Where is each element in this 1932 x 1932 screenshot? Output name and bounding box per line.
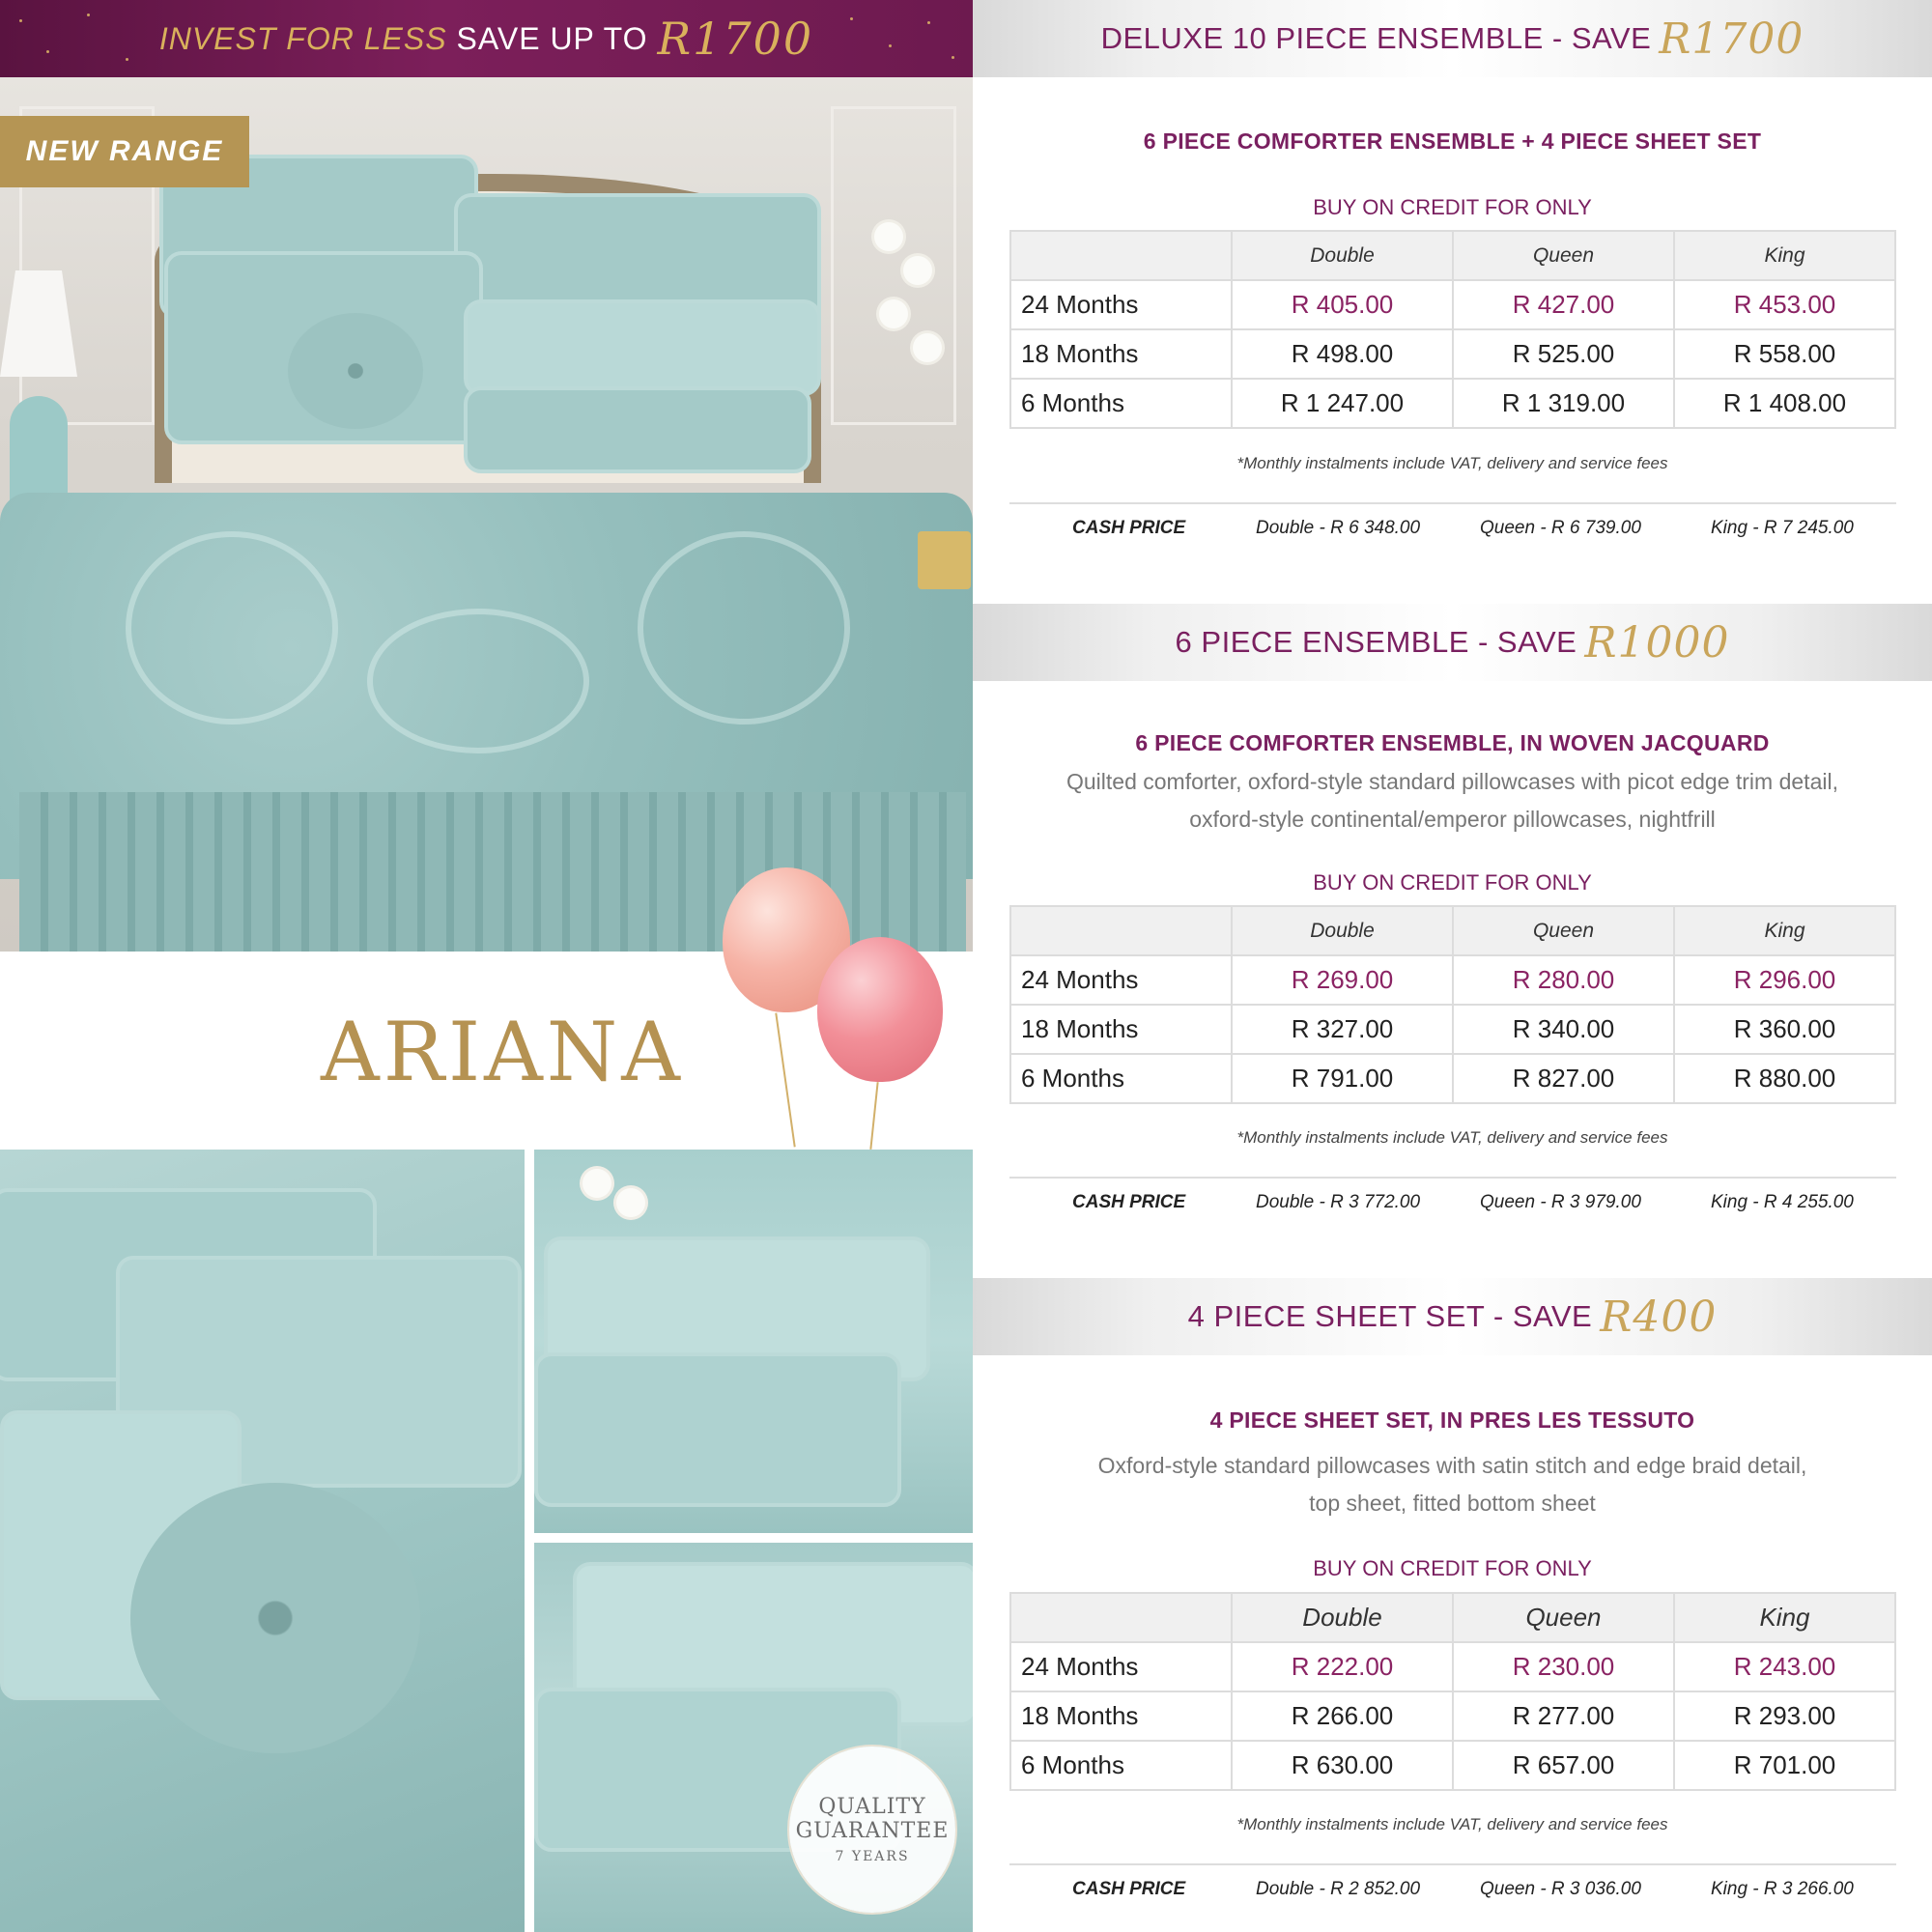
- price-cell: R 427.00: [1453, 280, 1674, 329]
- price-cell: R 243.00: [1674, 1642, 1895, 1691]
- price-cell: R 266.00: [1232, 1691, 1453, 1741]
- section-1-divider: [1009, 502, 1896, 504]
- table-header-row: [1010, 1593, 1895, 1642]
- cash-price-king: King - R 4 255.00: [1711, 1192, 1854, 1212]
- seal-line-3: 7 YEARS: [835, 1849, 910, 1864]
- price-cell: R 277.00: [1453, 1691, 1674, 1741]
- price-cell: R 360.00: [1674, 1005, 1895, 1054]
- section-3-description: [1011, 1447, 1893, 1522]
- seal-line-1: QUALITY: [818, 1795, 926, 1819]
- row-term: 24 Months: [1010, 280, 1232, 329]
- column-header-double: Double: [1232, 1593, 1453, 1642]
- section-3-credit-label: BUY ON CREDIT FOR ONLY: [1313, 1556, 1592, 1580]
- round-cushion: [288, 313, 423, 429]
- cash-price-label: CASH PRICE: [1072, 1192, 1186, 1212]
- column-header-king: King: [1674, 1593, 1895, 1642]
- price-cell: R 558.00: [1674, 329, 1895, 379]
- price-cell: R 405.00: [1232, 280, 1453, 329]
- row-term: 6 Months: [1010, 1054, 1232, 1103]
- price-cell: R 327.00: [1232, 1005, 1453, 1054]
- section-1-credit-label: BUY ON CREDIT FOR ONLY: [1313, 195, 1592, 219]
- new-range-badge: NEW RANGE: [0, 116, 249, 187]
- price-cell: R 230.00: [1453, 1642, 1674, 1691]
- row-term: 24 Months: [1010, 1642, 1232, 1691]
- section-3-save-amount: R400: [1600, 1292, 1718, 1342]
- section-2-cash-row: [1009, 1192, 1896, 1221]
- column-header-king: King: [1674, 906, 1895, 955]
- description-line: Oxford-style standard pillowcases with satin stitch and edge braid detail,: [1097, 1453, 1807, 1478]
- cash-price-double: Double - R 2 852.00: [1256, 1879, 1421, 1899]
- promo-banner-text: [159, 13, 813, 65]
- table-row: [1010, 1054, 1895, 1103]
- price-cell: R 1 319.00: [1453, 379, 1674, 428]
- cushion-closeup-photo: [0, 1150, 525, 1932]
- table-header-row: [1010, 231, 1895, 280]
- section-2-divider: [1009, 1177, 1896, 1179]
- section-1-price-table: [1009, 230, 1896, 429]
- cash-price-double: Double - R 3 772.00: [1256, 1192, 1421, 1212]
- price-cell: R 525.00: [1453, 329, 1674, 379]
- table-row: [1010, 1642, 1895, 1691]
- cash-price-label: CASH PRICE: [1072, 1879, 1186, 1899]
- row-term: 24 Months: [1010, 955, 1232, 1005]
- promo-banner: [0, 0, 973, 77]
- section-2-credit-label: BUY ON CREDIT FOR ONLY: [1313, 870, 1592, 895]
- price-cell: R 657.00: [1453, 1741, 1674, 1790]
- column-header-queen: Queen: [1453, 231, 1674, 280]
- balloon-pink: [817, 937, 943, 1082]
- column-header-queen: Queen: [1453, 1593, 1674, 1642]
- price-cell: R 293.00: [1674, 1691, 1895, 1741]
- brand-name: ARIANA: [321, 1005, 684, 1099]
- section-1-save-amount: R1700: [1659, 14, 1804, 64]
- plant-pot: [918, 531, 971, 589]
- section-1-cash-row: [1009, 518, 1896, 547]
- table-header-empty: [1010, 231, 1232, 280]
- section-3-title: 4 PIECE SHEET SET - SAVE: [1187, 1299, 1593, 1333]
- section-3-price-table: [1009, 1592, 1896, 1791]
- table-row: [1010, 1691, 1895, 1741]
- table-header-empty: [1010, 906, 1232, 955]
- cash-price-king: King - R 7 245.00: [1711, 518, 1854, 538]
- section-3-cash-row: [1009, 1879, 1896, 1908]
- table-row: [1010, 1005, 1895, 1054]
- price-cell: R 1 247.00: [1232, 379, 1453, 428]
- cash-price-queen: Queen - R 6 739.00: [1480, 518, 1641, 538]
- table-row: [1010, 280, 1895, 329]
- row-term: 6 Months: [1010, 379, 1232, 428]
- pillowcase-detail-photo: [534, 1150, 973, 1533]
- banner-save-text: SAVE UP TO: [456, 20, 648, 56]
- price-cell: R 269.00: [1232, 955, 1453, 1005]
- price-cell: R 498.00: [1232, 329, 1453, 379]
- cash-price-double: Double - R 6 348.00: [1256, 518, 1421, 538]
- row-term: 18 Months: [1010, 1691, 1232, 1741]
- row-term: 18 Months: [1010, 1005, 1232, 1054]
- section-3-divider: [1009, 1863, 1896, 1865]
- price-cell: R 280.00: [1453, 955, 1674, 1005]
- section-2-header: [973, 604, 1932, 681]
- section-3-note: *Monthly instalments include VAT, delivery and service fees: [1236, 1815, 1668, 1833]
- price-cell: R 453.00: [1674, 280, 1895, 329]
- price-cell: R 880.00: [1674, 1054, 1895, 1103]
- price-cell: R 296.00: [1674, 955, 1895, 1005]
- column-header-queen: Queen: [1453, 906, 1674, 955]
- section-2-note: *Monthly instalments include VAT, delivery and service fees: [1236, 1128, 1668, 1147]
- price-cell: R 630.00: [1232, 1741, 1453, 1790]
- price-cell: R 1 408.00: [1674, 379, 1895, 428]
- table-row: [1010, 955, 1895, 1005]
- section-3-product-title: 4 PIECE SHEET SET, IN PRES LES TESSUTO: [1209, 1407, 1695, 1433]
- cash-price-king: King - R 3 266.00: [1711, 1879, 1854, 1899]
- cash-price-queen: Queen - R 3 979.00: [1480, 1192, 1641, 1212]
- section-3-header: [973, 1278, 1932, 1355]
- description-line: top sheet, fitted bottom sheet: [1309, 1491, 1596, 1516]
- price-cell: R 791.00: [1232, 1054, 1453, 1103]
- table-row: [1010, 1741, 1895, 1790]
- table-row: [1010, 329, 1895, 379]
- banner-save-amount: R1700: [657, 13, 814, 65]
- description-line: oxford-style continental/emperor pillowcases, nightfrill: [1189, 807, 1716, 832]
- section-2-description: [1011, 763, 1893, 838]
- section-1-title: DELUXE 10 PIECE ENSEMBLE - SAVE: [1100, 21, 1652, 55]
- price-cell: R 222.00: [1232, 1642, 1453, 1691]
- column-header-double: Double: [1232, 906, 1453, 955]
- section-2-price-table: [1009, 905, 1896, 1104]
- column-header-double: Double: [1232, 231, 1453, 280]
- section-2-save-amount: R1000: [1584, 617, 1730, 668]
- banner-invest-text: INVEST FOR LESS: [158, 20, 447, 56]
- description-line: Quilted comforter, oxford-style standard pillowcases with picot edge trim detail,: [1066, 769, 1838, 794]
- table-header-row: [1010, 906, 1895, 955]
- row-term: 18 Months: [1010, 329, 1232, 379]
- table-row: [1010, 379, 1895, 428]
- section-2-product-title: 6 PIECE COMFORTER ENSEMBLE, IN WOVEN JACQUARD: [1135, 730, 1770, 755]
- column-header-king: King: [1674, 231, 1895, 280]
- pricing-panel: [973, 0, 1932, 1932]
- quality-guarantee-seal: [789, 1747, 955, 1913]
- price-cell: R 340.00: [1453, 1005, 1674, 1054]
- section-1-note: *Monthly instalments include VAT, delivery and service fees: [1236, 454, 1668, 472]
- section-1-product-title: 6 PIECE COMFORTER ENSEMBLE + 4 PIECE SHEET SET: [1143, 128, 1762, 154]
- section-1-header: [973, 0, 1932, 77]
- cash-price-queen: Queen - R 3 036.00: [1480, 1879, 1641, 1899]
- seal-line-2: GUARANTEE: [795, 1819, 950, 1843]
- price-cell: R 827.00: [1453, 1054, 1674, 1103]
- cash-price-label: CASH PRICE: [1072, 518, 1186, 538]
- table-header-empty: [1010, 1593, 1232, 1642]
- row-term: 6 Months: [1010, 1741, 1232, 1790]
- price-cell: R 701.00: [1674, 1741, 1895, 1790]
- bedroom-photo: [0, 77, 973, 952]
- section-2-title: 6 PIECE ENSEMBLE - SAVE: [1175, 625, 1577, 659]
